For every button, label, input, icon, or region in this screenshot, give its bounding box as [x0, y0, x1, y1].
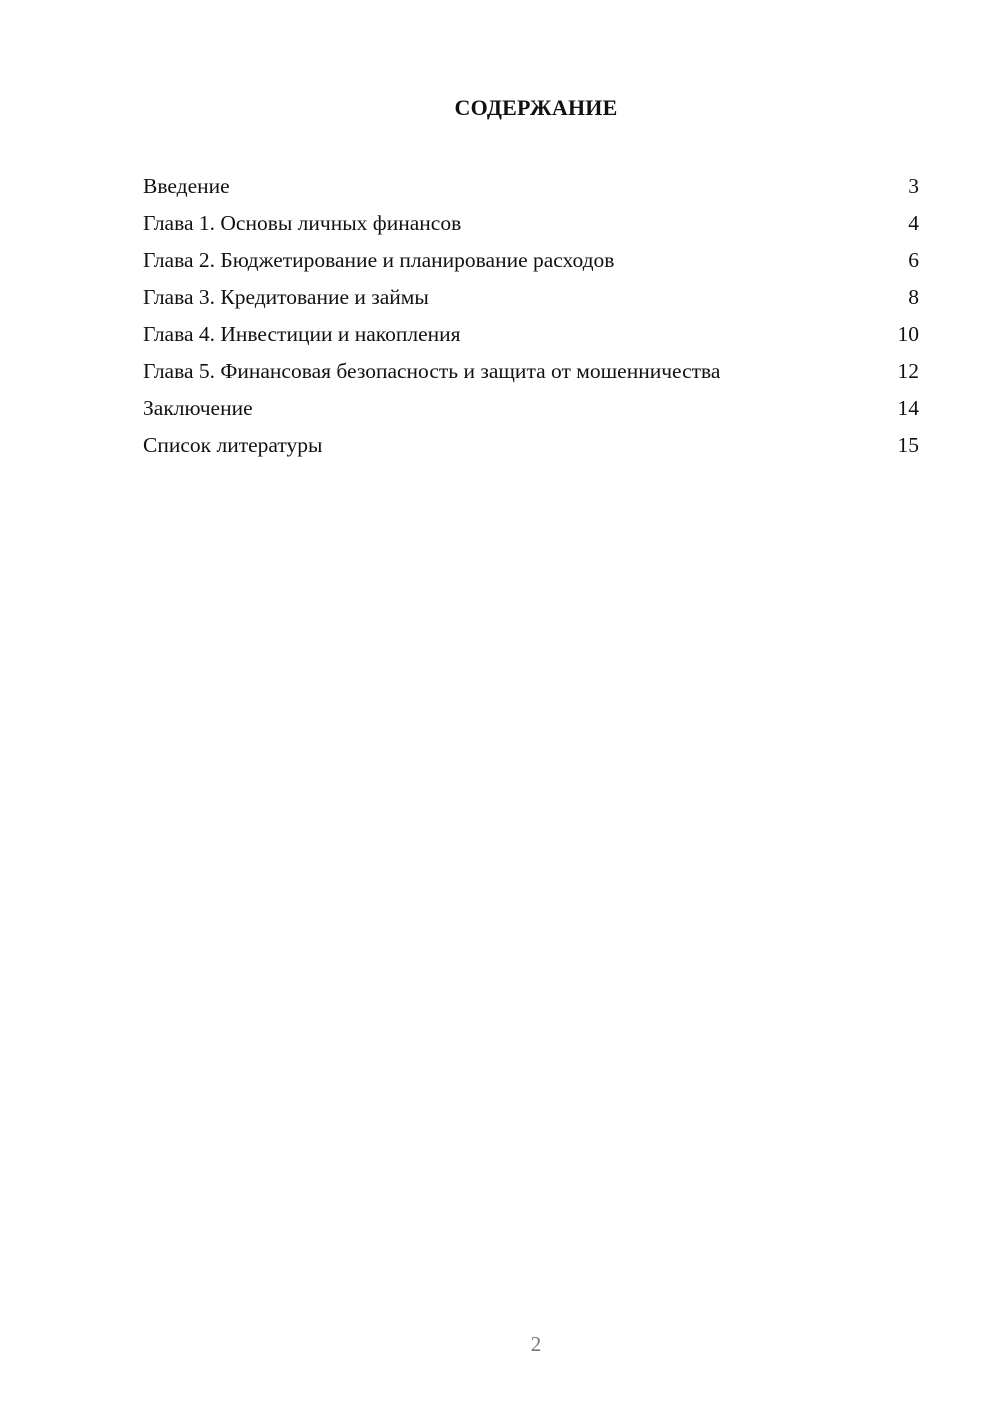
toc-entry-chapter-1	[143, 205, 919, 242]
toc-entry-page: 12	[897, 359, 919, 383]
toc-entry-chapter-4	[143, 316, 919, 353]
toc-entry-page: 6	[908, 248, 919, 272]
toc-entry-page: 14	[897, 396, 919, 420]
toc-entry-label: Глава 5. Финансовая безопасность и защита от мошенничества	[143, 359, 721, 383]
toc-entry-page: 15	[897, 433, 919, 457]
toc-entry-chapter-2	[143, 242, 919, 279]
toc-entry-page: 10	[897, 322, 919, 346]
toc-entry-label: Глава 3. Кредитование и займы	[143, 285, 429, 309]
toc-entry-references	[143, 427, 919, 464]
toc-entry-chapter-5	[143, 353, 919, 390]
toc-entry-conclusion	[143, 390, 919, 427]
toc-entry-introduction	[143, 168, 919, 205]
page-number: 2	[530, 1332, 542, 1356]
toc-entry-label: Введение	[143, 174, 230, 198]
toc-entry-label: Список литературы	[143, 433, 323, 457]
toc-entry-page: 8	[908, 285, 919, 309]
toc-entry-chapter-3	[143, 279, 919, 316]
toc-entry-page: 3	[908, 174, 919, 198]
toc-entry-label: Заключение	[143, 396, 253, 420]
toc-entry-label: Глава 1. Основы личных финансов	[143, 211, 462, 235]
toc-entry-page: 4	[908, 211, 919, 235]
toc-entry-label: Глава 2. Бюджетирование и планирование расходов	[143, 248, 615, 272]
toc-entry-label: Глава 4. Инвестиции и накопления	[143, 322, 461, 346]
toc-title: СОДЕРЖАНИЕ	[454, 95, 618, 120]
table-of-contents	[143, 168, 919, 464]
